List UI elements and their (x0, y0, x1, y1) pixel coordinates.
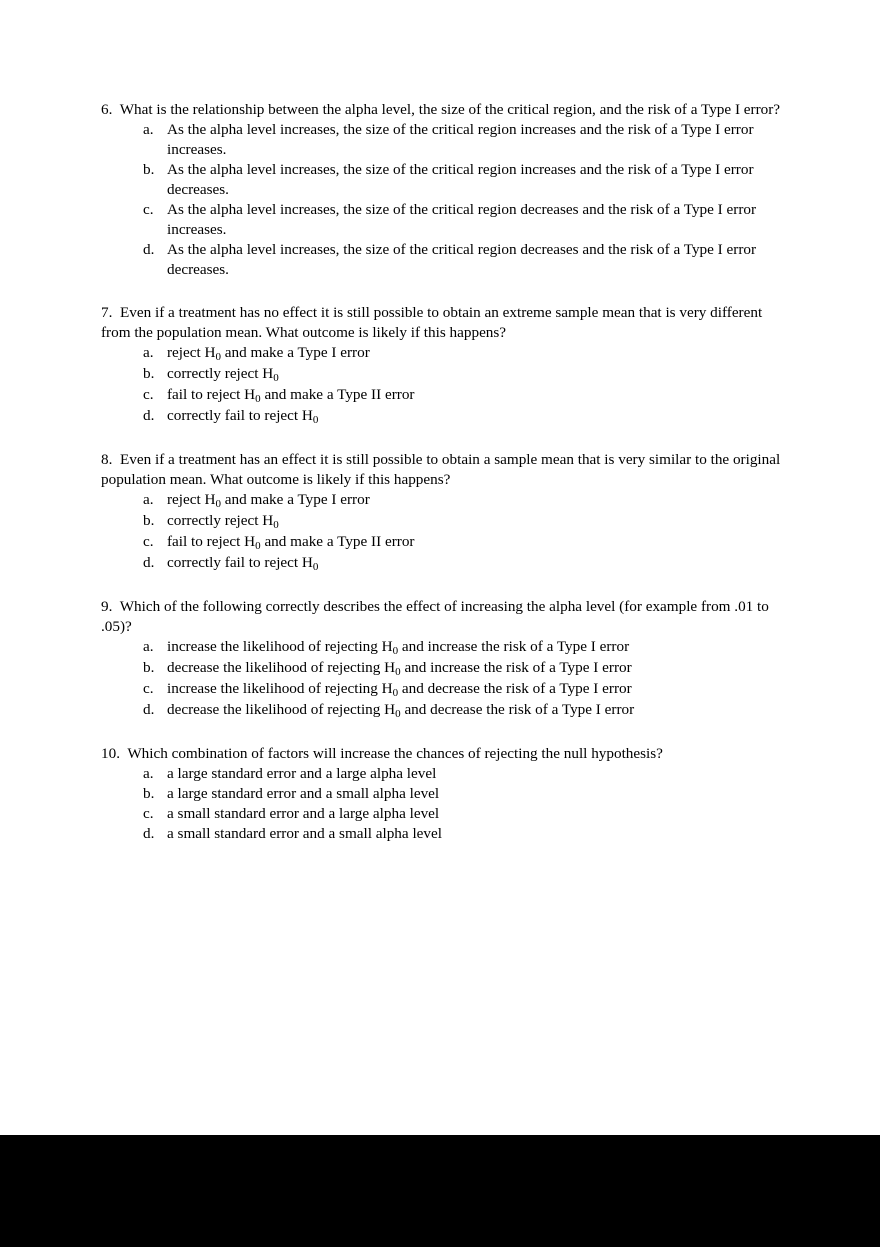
option-text: a large standard error and a large alpha level (167, 765, 437, 782)
option-label: d. (143, 554, 155, 571)
subscript-zero: 0 (392, 645, 399, 657)
option-label: a. (143, 121, 154, 138)
option-text-pre: fail to reject H (167, 386, 256, 403)
option-text-post: and make a Type II error (260, 386, 415, 403)
subscript-zero: 0 (215, 498, 221, 510)
option-text (143, 364, 781, 385)
option-label: c. (143, 533, 154, 550)
option-label: c. (143, 680, 154, 697)
list-item[interactable] (101, 160, 781, 200)
option-text-post: and make a Type I error (220, 344, 370, 361)
question-block (101, 744, 781, 844)
option-label: a. (143, 638, 154, 655)
option-label: d. (143, 825, 155, 842)
list-item[interactable] (101, 240, 781, 280)
option-text (143, 406, 781, 427)
question-number: 6. (101, 101, 113, 118)
option-text (143, 658, 781, 679)
question-text (101, 100, 781, 120)
option-text (143, 679, 781, 700)
option-label: d. (143, 241, 155, 258)
question-prompt: What is the relationship between the alpha level, the size of the critical region, and the risk of a Type I error? (119, 101, 781, 118)
option-text-pre: decrease the likelihood of rejecting H (167, 701, 396, 718)
option-label: d. (143, 701, 155, 718)
option-list (101, 343, 781, 427)
option-text-post: and make a Type I error (220, 491, 370, 508)
list-item[interactable] (101, 658, 781, 679)
list-item[interactable] (101, 490, 781, 511)
option-text (143, 637, 781, 658)
subscript-zero: 0 (273, 372, 279, 384)
option-text-pre: correctly fail to reject H (167, 554, 313, 571)
list-item[interactable] (101, 343, 781, 364)
list-item[interactable] (101, 511, 781, 532)
option-list (101, 637, 781, 721)
question-text (101, 744, 781, 764)
option-text: As the alpha level increases, the size of the critical region increases and the risk of a Type I error decreases. (167, 161, 754, 198)
option-text (143, 385, 781, 406)
question-number: 9. (101, 598, 113, 615)
subscript-zero: 0 (273, 519, 279, 531)
option-text-pre: increase the likelihood of rejecting H (167, 680, 393, 697)
option-text-pre: increase the likelihood of rejecting H (167, 638, 393, 655)
list-item[interactable] (101, 700, 781, 721)
question-block (101, 303, 781, 427)
option-label: c. (143, 386, 154, 403)
subscript-zero: 0 (395, 666, 401, 678)
option-text: As the alpha level increases, the size of the critical region increases and the risk of a Type I error increases. (167, 121, 754, 158)
question-number: 10. (101, 745, 120, 762)
option-text-pre: decrease the likelihood of rejecting H (167, 659, 396, 676)
option-text: a large standard error and a small alpha level (167, 785, 440, 802)
list-item[interactable] (101, 637, 781, 658)
list-item[interactable] (101, 679, 781, 700)
option-text (143, 490, 781, 511)
question-prompt: Which combination of factors will increase the chances of rejecting the null hypothesis? (127, 745, 663, 762)
option-text-post: and make a Type II error (260, 533, 415, 550)
option-label: a. (143, 344, 154, 361)
list-item[interactable] (101, 364, 781, 385)
list-item[interactable] (101, 764, 781, 784)
option-label: b. (143, 161, 155, 178)
option-text: a small standard error and a small alpha level (167, 825, 442, 842)
list-item[interactable] (101, 120, 781, 160)
option-label: c. (143, 201, 154, 218)
option-label: a. (143, 765, 154, 782)
question-block (101, 597, 781, 721)
list-item[interactable] (101, 532, 781, 553)
option-label: b. (143, 785, 155, 802)
option-list (101, 764, 781, 844)
question-prompt: Which of the following correctly describes the effect of increasing the alpha level (for example from .01 to .05)? (101, 598, 769, 635)
question-text (101, 450, 781, 490)
subscript-zero: 0 (255, 393, 261, 405)
subscript-zero: 0 (392, 687, 399, 699)
option-text: As the alpha level increases, the size of the critical region decreases and the risk of a Type I error decreases. (167, 241, 757, 278)
list-item[interactable] (101, 406, 781, 427)
option-text-pre: correctly fail to reject H (167, 407, 313, 424)
list-item[interactable] (101, 804, 781, 824)
option-label: d. (143, 407, 155, 424)
option-list (101, 490, 781, 574)
subscript-zero: 0 (312, 414, 319, 426)
question-list (101, 100, 781, 844)
question-prompt: Even if a treatment has an effect it is still possible to obtain a sample mean that is very similar to the original population mean. What outcome is likely if this happens? (101, 451, 781, 488)
option-text-post: and decrease the risk of a Type I error (400, 701, 635, 718)
question-text (101, 303, 781, 343)
list-item[interactable] (101, 200, 781, 240)
option-text-post: and decrease the risk of a Type I error (398, 680, 632, 697)
option-text: a small standard error and a large alpha level (167, 805, 440, 822)
question-prompt: Even if a treatment has no effect it is still possible to obtain an extreme sample mean that is very different from the population mean. What outcome is likely if this happens? (101, 304, 763, 341)
subscript-zero: 0 (312, 561, 319, 573)
list-item[interactable] (101, 553, 781, 574)
option-list (101, 120, 781, 280)
option-text-post: and increase the risk of a Type I error (398, 638, 630, 655)
option-text-pre: fail to reject H (167, 533, 256, 550)
subscript-zero: 0 (255, 540, 261, 552)
page-bottom-band (0, 1135, 880, 1247)
option-text (143, 343, 781, 364)
option-text-post: and increase the risk of a Type I error (400, 659, 632, 676)
option-text-pre: reject H (167, 344, 216, 361)
option-text: As the alpha level increases, the size of the critical region decreases and the risk of a Type I error increases. (167, 201, 757, 238)
option-label: c. (143, 805, 154, 822)
option-label: b. (143, 365, 155, 382)
question-number: 7. (101, 304, 113, 321)
option-label: a. (143, 491, 154, 508)
list-item[interactable] (101, 784, 781, 804)
option-text (143, 511, 781, 532)
list-item[interactable] (101, 385, 781, 406)
subscript-zero: 0 (215, 351, 221, 363)
list-item[interactable] (101, 824, 781, 844)
option-text (143, 553, 781, 574)
option-text (143, 700, 781, 721)
option-text (143, 532, 781, 553)
question-block (101, 100, 781, 280)
option-text-pre: reject H (167, 491, 216, 508)
question-number: 8. (101, 451, 113, 468)
question-text (101, 597, 781, 637)
option-label: b. (143, 512, 155, 529)
question-block (101, 450, 781, 574)
option-label: b. (143, 659, 155, 676)
subscript-zero: 0 (395, 708, 401, 720)
option-text-pre: correctly reject H (167, 365, 274, 382)
option-text-pre: correctly reject H (167, 512, 274, 529)
